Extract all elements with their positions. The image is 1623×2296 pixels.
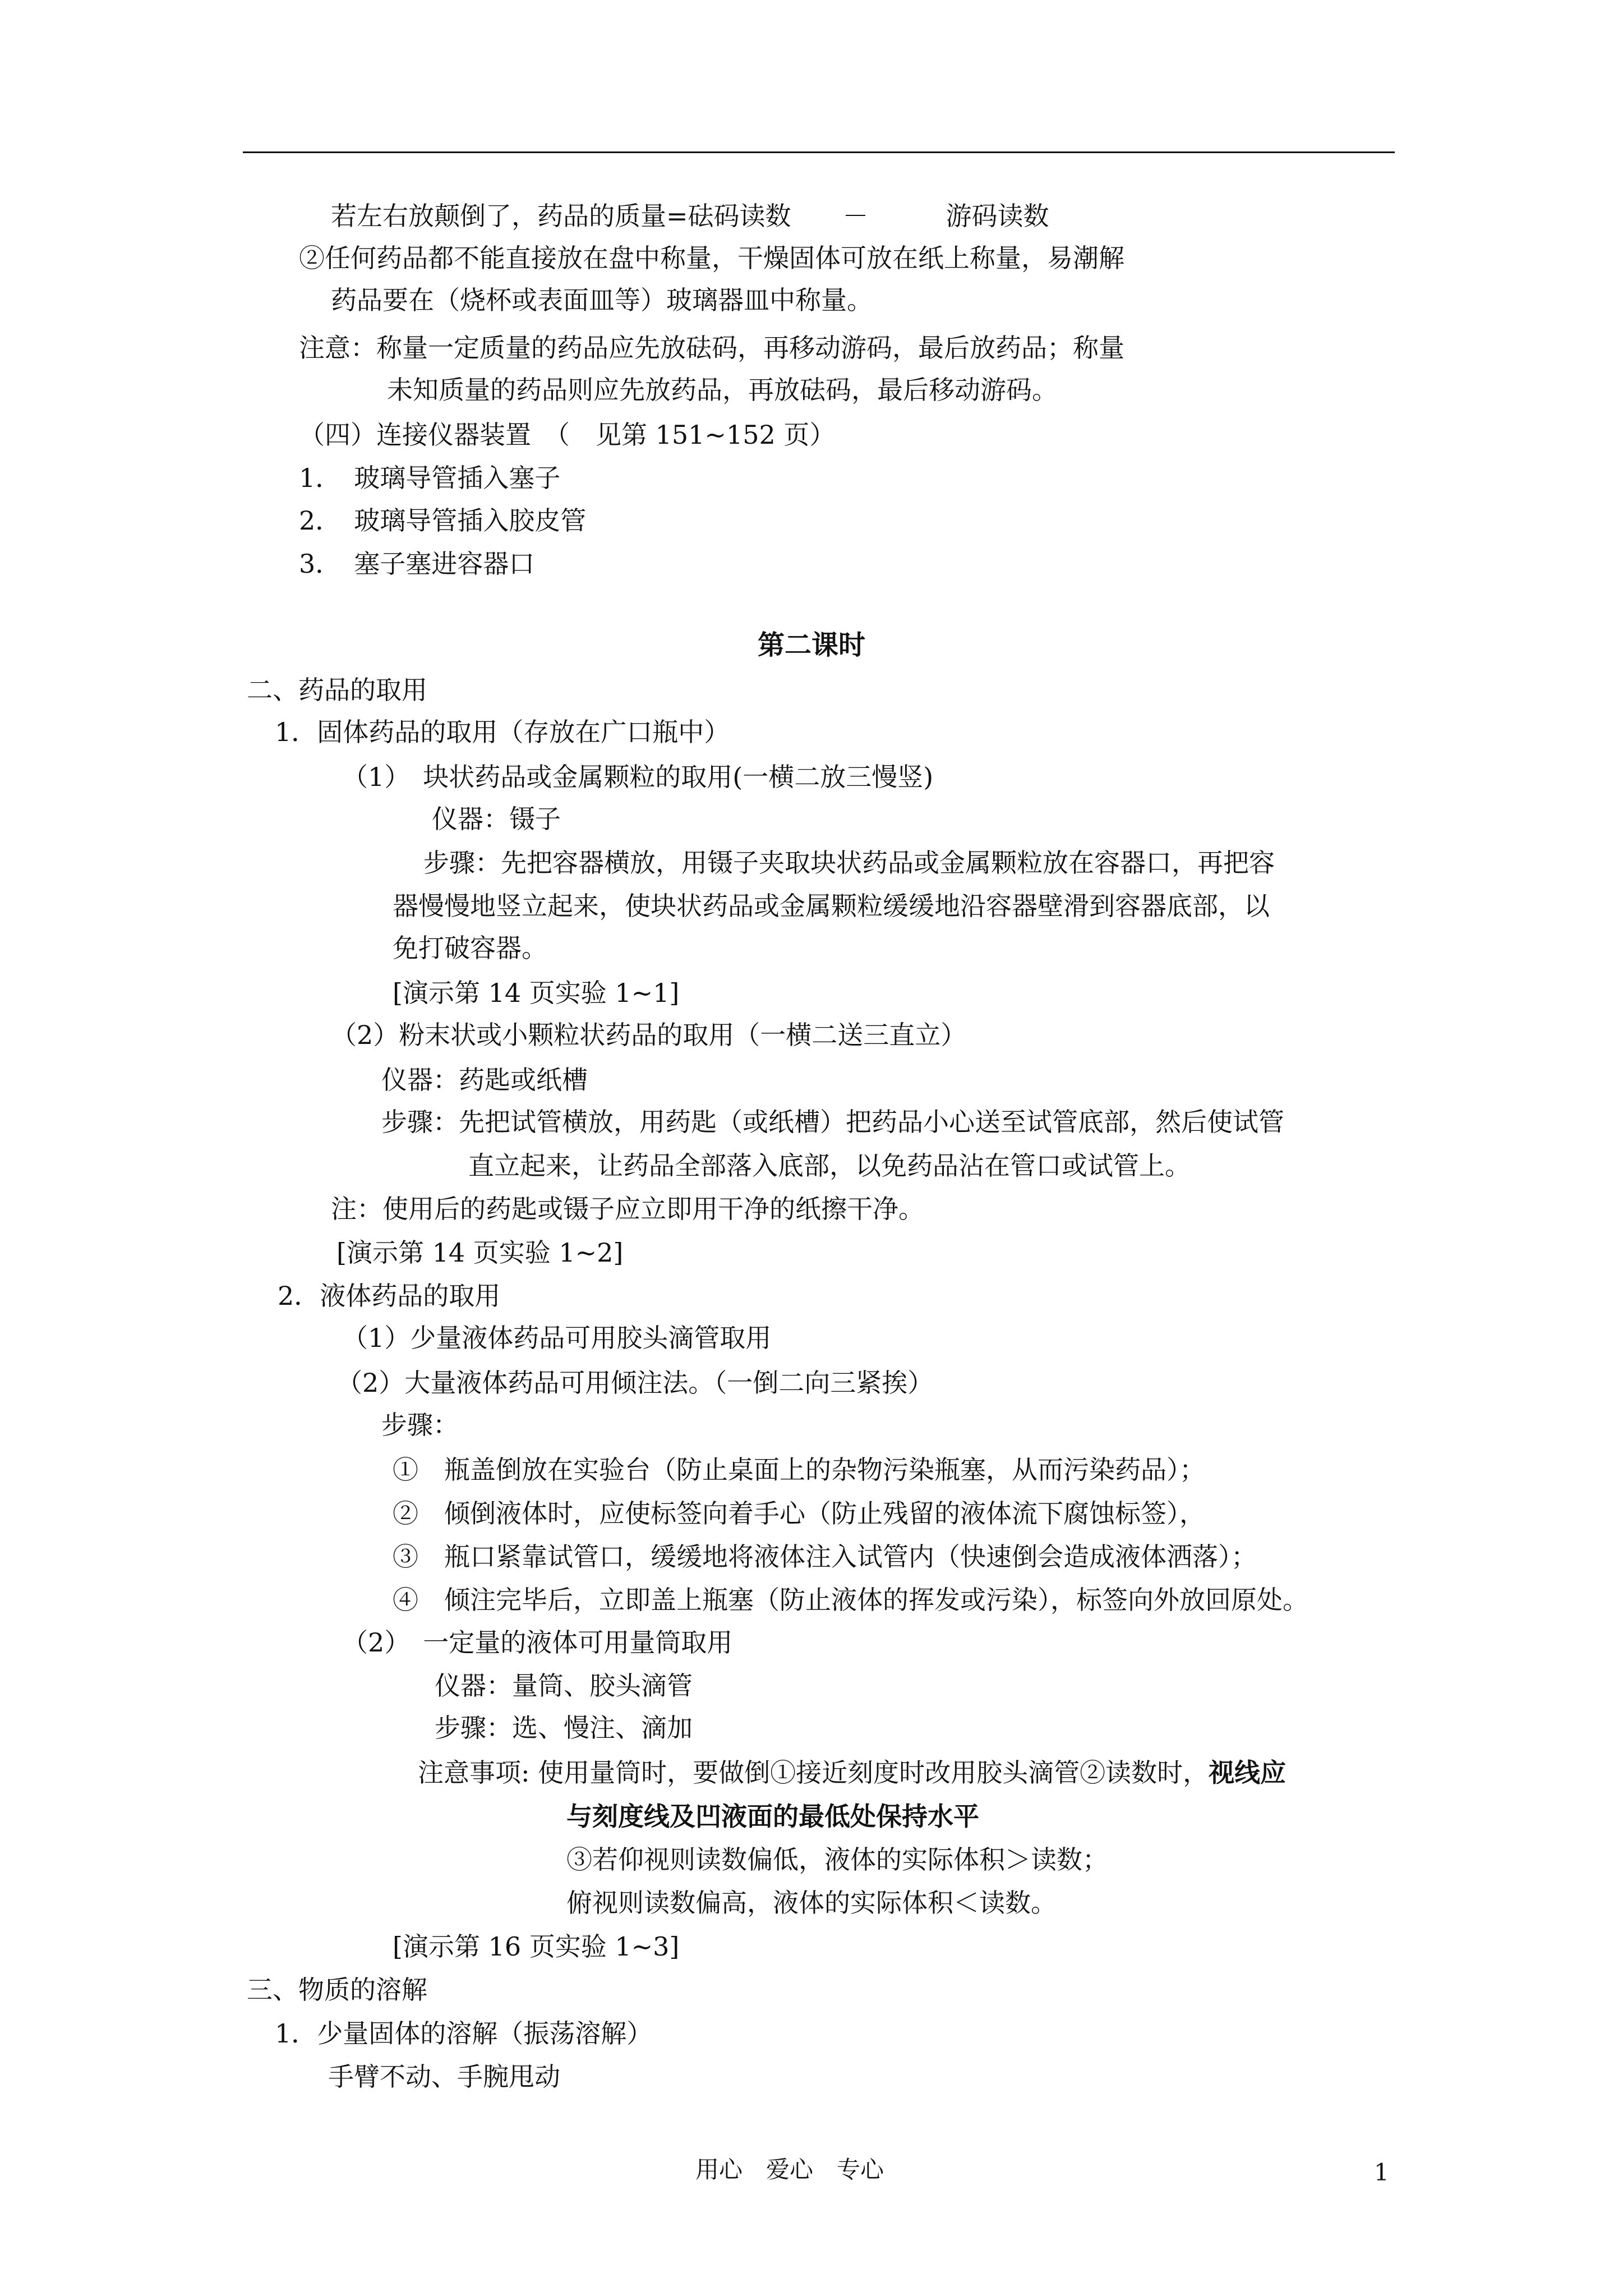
demo-reference: [演示第 16 页实验 1~3] (393, 1931, 680, 1962)
subsection-heading: （1） 块状药品或金属颗粒的取用(一横二放三慢竖) (342, 762, 934, 792)
note-emphasis: 视线应 (1209, 1757, 1287, 1788)
text-line (418, 1756, 1286, 1789)
text-line: 若左右放颠倒了，药品的质量=砝码读数 － 游码读数 (331, 201, 1049, 231)
lesson-title: 第二课时 (757, 629, 865, 661)
text-line: 直立起来，让药品全部落入底部，以免药品沾在管口或试管上。 (468, 1151, 1191, 1181)
text-line: ②任何药品都不能直接放在盘中称量，干燥固体可放在纸上称量，易潮解 (299, 243, 1124, 273)
text-line: 步骤： (381, 1410, 459, 1440)
text-line: 药品要在（烧杯或表面皿等）玻璃器皿中称量。 (331, 285, 873, 315)
text-line: 器慢慢地竖立起来，使块状药品或金属颗粒缓缓地沿容器壁滑到容器底部，以 (393, 891, 1270, 921)
text-line: 未知质量的药品则应先放药品，再放砝码，最后移动游码。 (387, 375, 1058, 405)
text-line: 手臂不动、手腕甩动 (328, 2062, 560, 2092)
subsection-heading: （2）大量液体药品可用倾注法。（一倒二向三紧挨） (336, 1368, 934, 1398)
list-item: 1． 玻璃导管插入塞子 (299, 463, 561, 493)
subsection-heading: （2） 一定量的液体可用量筒取用 (342, 1627, 733, 1658)
text-line: 仪器：药匙或纸槽 (381, 1065, 588, 1095)
text-line: 步骤：选、慢注、滴加 (435, 1713, 693, 1743)
text-line: 步骤：先把试管横放，用药匙（或纸槽）把药品小心送至试管底部，然后使试管 (381, 1107, 1284, 1137)
footer-motto: 用心 爱心 专心 (695, 2156, 884, 2183)
list-item: ④ 倾注完毕后，立即盖上瓶塞（防止液体的挥发或污染），标签向外放回原处。 (393, 1585, 1308, 1615)
subsection-heading: （2）粉末状或小颗粒状药品的取用（一横二送三直立） (331, 1020, 967, 1050)
page-number: 1 (1374, 2159, 1389, 2186)
subsection-heading: 1．固体药品的取用（存放在广口瓶中） (275, 717, 730, 747)
text-line: 仪器：量筒、胶头滴管 (435, 1671, 693, 1701)
text-line: 俯视则读数偏高，液体的实际体积＜读数。 (566, 1888, 1057, 1918)
section-heading: （四）连接仪器装置 （ 见第 151~152 页） (299, 420, 836, 450)
text-line: ③若仰视则读数偏低，液体的实际体积＞读数； (566, 1844, 1108, 1875)
subsection-heading: 1．少量固体的溶解（振荡溶解） (275, 2018, 653, 2049)
list-item: 3． 塞子塞进容器口 (299, 549, 535, 579)
list-item: ② 倾倒液体时，应使标签向着手心（防止残留的液体流下腐蚀标签）， (393, 1498, 1205, 1529)
note-emphasis-line: 与刻度线及凹液面的最低处保持水平 (566, 1801, 979, 1832)
list-item: 2． 玻璃导管插入胶皮管 (299, 505, 587, 536)
header-rule (243, 151, 1395, 153)
list-item: ① 瓶盖倒放在实验台（防止桌面上的杂物污染瓶塞，从而污染药品）； (393, 1455, 1205, 1485)
text-line: 仪器：镊子 (432, 804, 561, 834)
note-text: 注意事项: 使用量筒时，要做倒①接近刻度时改用胶头滴管②读数时， (418, 1757, 1209, 1788)
section-heading: 三、物质的溶解 (247, 1975, 427, 2005)
text-line: 免打破容器。 (393, 933, 547, 963)
text-line: 步骤：先把容器横放，用镊子夹取块状药品或金属颗粒放在容器口，再把容 (423, 848, 1275, 878)
subsection-heading: 2．液体药品的取用 (278, 1281, 501, 1311)
text-line: 注意：称量一定质量的药品应先放砝码，再移动游码，最后放药品；称量 (299, 333, 1124, 363)
text-line: 注：使用后的药匙或镊子应立即用干净的纸擦干净。 (331, 1194, 924, 1224)
list-item: ③ 瓶口紧靠试管口，缓缓地将液体注入试管内（快速倒会造成液体洒落）； (393, 1542, 1257, 1572)
section-heading: 二、药品的取用 (247, 675, 427, 705)
subsection-heading: （1）少量液体药品可用胶头滴管取用 (342, 1323, 772, 1353)
demo-reference: [演示第 14 页实验 1~1] (393, 978, 680, 1008)
demo-reference: [演示第 14 页实验 1~2] (336, 1237, 624, 1268)
